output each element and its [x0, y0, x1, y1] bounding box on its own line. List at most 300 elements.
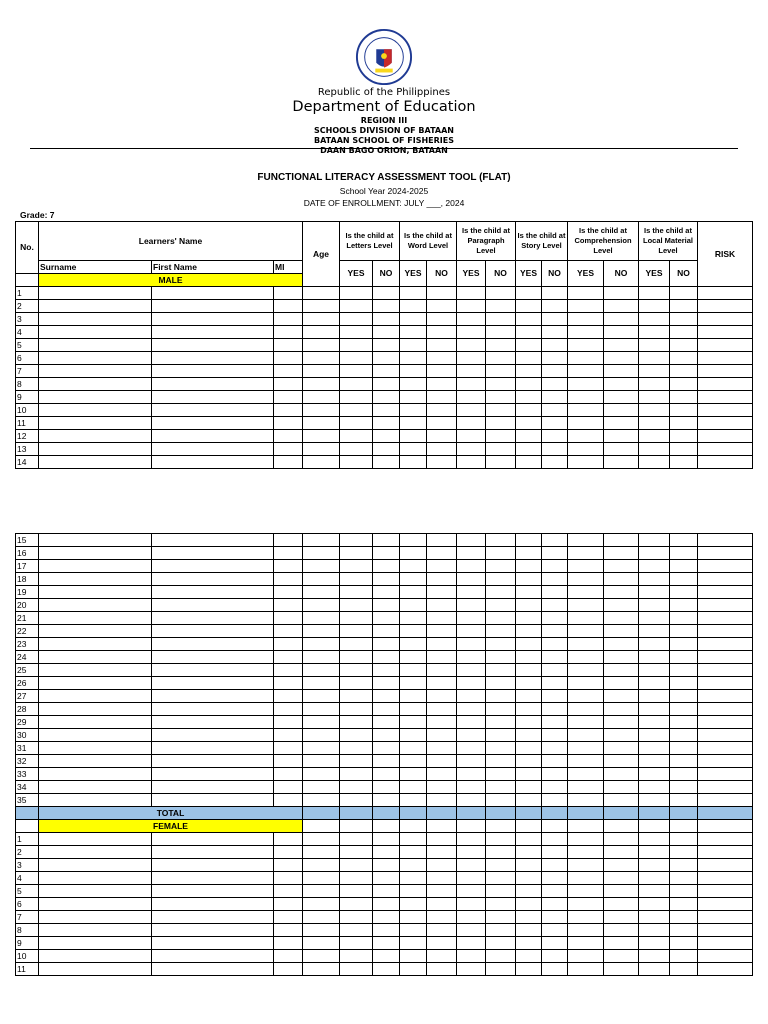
entry-cell[interactable]: [274, 560, 303, 573]
entry-cell[interactable]: [670, 898, 698, 911]
entry-cell[interactable]: [604, 885, 639, 898]
entry-cell[interactable]: [542, 885, 568, 898]
entry-cell[interactable]: [568, 755, 604, 768]
entry-cell[interactable]: [486, 638, 516, 651]
entry-cell[interactable]: [698, 313, 753, 326]
entry-cell[interactable]: [516, 612, 542, 625]
entry-cell[interactable]: [303, 339, 340, 352]
entry-cell[interactable]: [542, 638, 568, 651]
entry-cell[interactable]: [516, 326, 542, 339]
entry-cell[interactable]: [152, 833, 274, 846]
entry-cell[interactable]: [373, 300, 400, 313]
entry-cell[interactable]: [542, 664, 568, 677]
entry-cell[interactable]: [152, 664, 274, 677]
entry-cell[interactable]: [340, 703, 373, 716]
entry-cell[interactable]: [639, 625, 670, 638]
entry-cell[interactable]: [604, 716, 639, 729]
entry-cell[interactable]: [698, 742, 753, 755]
entry-cell[interactable]: [568, 430, 604, 443]
entry-cell[interactable]: [303, 898, 340, 911]
entry-cell[interactable]: [39, 352, 152, 365]
entry-cell[interactable]: [39, 911, 152, 924]
entry-cell[interactable]: [670, 833, 698, 846]
entry-cell[interactable]: [486, 885, 516, 898]
entry-cell[interactable]: [340, 768, 373, 781]
entry-cell[interactable]: [400, 833, 427, 846]
entry-cell[interactable]: [152, 651, 274, 664]
entry-cell[interactable]: [400, 898, 427, 911]
entry-cell[interactable]: [373, 833, 400, 846]
entry-cell[interactable]: [698, 339, 753, 352]
entry-cell[interactable]: [340, 638, 373, 651]
entry-cell[interactable]: [400, 703, 427, 716]
entry-cell[interactable]: [373, 378, 400, 391]
entry-cell[interactable]: [373, 729, 400, 742]
entry-cell[interactable]: [274, 534, 303, 547]
entry-cell[interactable]: [457, 690, 486, 703]
entry-cell[interactable]: [152, 456, 274, 469]
entry-cell[interactable]: [486, 781, 516, 794]
entry-cell[interactable]: [698, 547, 753, 560]
entry-cell[interactable]: [457, 755, 486, 768]
entry-cell[interactable]: [152, 287, 274, 300]
entry-cell[interactable]: [39, 430, 152, 443]
entry-cell[interactable]: [427, 781, 457, 794]
entry-cell[interactable]: [303, 313, 340, 326]
entry-cell[interactable]: [516, 924, 542, 937]
entry-cell[interactable]: [698, 300, 753, 313]
entry-cell[interactable]: [427, 729, 457, 742]
entry-cell[interactable]: [486, 937, 516, 950]
entry-cell[interactable]: [542, 755, 568, 768]
entry-cell[interactable]: [303, 547, 340, 560]
entry-cell[interactable]: [400, 404, 427, 417]
entry-cell[interactable]: [373, 963, 400, 976]
entry-cell[interactable]: [542, 781, 568, 794]
entry-cell[interactable]: [568, 287, 604, 300]
entry-cell[interactable]: [274, 690, 303, 703]
entry-cell[interactable]: [670, 300, 698, 313]
entry-cell[interactable]: [516, 586, 542, 599]
entry-cell[interactable]: [340, 560, 373, 573]
entry-cell[interactable]: [604, 768, 639, 781]
entry-cell[interactable]: [639, 365, 670, 378]
entry-cell[interactable]: [303, 716, 340, 729]
entry-cell[interactable]: [152, 573, 274, 586]
entry-cell[interactable]: [516, 534, 542, 547]
entry-cell[interactable]: [670, 573, 698, 586]
entry-cell[interactable]: [516, 378, 542, 391]
entry-cell[interactable]: [698, 430, 753, 443]
entry-cell[interactable]: [39, 313, 152, 326]
entry-cell[interactable]: [400, 339, 427, 352]
entry-cell[interactable]: [427, 573, 457, 586]
entry-cell[interactable]: [373, 742, 400, 755]
entry-cell[interactable]: [542, 612, 568, 625]
entry-cell[interactable]: [516, 638, 542, 651]
entry-cell[interactable]: [516, 937, 542, 950]
entry-cell[interactable]: [568, 456, 604, 469]
entry-cell[interactable]: [568, 690, 604, 703]
entry-cell[interactable]: [427, 833, 457, 846]
entry-cell[interactable]: [274, 781, 303, 794]
entry-cell[interactable]: [542, 534, 568, 547]
entry-cell[interactable]: [274, 443, 303, 456]
entry-cell[interactable]: [516, 768, 542, 781]
entry-cell[interactable]: [373, 664, 400, 677]
entry-cell[interactable]: [670, 430, 698, 443]
entry-cell[interactable]: [698, 378, 753, 391]
entry-cell[interactable]: [542, 872, 568, 885]
entry-cell[interactable]: [542, 963, 568, 976]
entry-cell[interactable]: [39, 638, 152, 651]
entry-cell[interactable]: [568, 443, 604, 456]
entry-cell[interactable]: [400, 287, 427, 300]
entry-cell[interactable]: [568, 664, 604, 677]
entry-cell[interactable]: [373, 924, 400, 937]
entry-cell[interactable]: [604, 365, 639, 378]
entry-cell[interactable]: [698, 794, 753, 807]
entry-cell[interactable]: [486, 313, 516, 326]
entry-cell[interactable]: [373, 547, 400, 560]
entry-cell[interactable]: [39, 833, 152, 846]
entry-cell[interactable]: [400, 313, 427, 326]
entry-cell[interactable]: [303, 872, 340, 885]
entry-cell[interactable]: [670, 690, 698, 703]
entry-cell[interactable]: [639, 612, 670, 625]
entry-cell[interactable]: [427, 846, 457, 859]
entry-cell[interactable]: [152, 937, 274, 950]
entry-cell[interactable]: [542, 573, 568, 586]
entry-cell[interactable]: [400, 937, 427, 950]
entry-cell[interactable]: [604, 911, 639, 924]
entry-cell[interactable]: [639, 430, 670, 443]
entry-cell[interactable]: [303, 300, 340, 313]
entry-cell[interactable]: [39, 560, 152, 573]
entry-cell[interactable]: [373, 339, 400, 352]
entry-cell[interactable]: [670, 846, 698, 859]
entry-cell[interactable]: [457, 612, 486, 625]
entry-cell[interactable]: [457, 443, 486, 456]
entry-cell[interactable]: [303, 963, 340, 976]
entry-cell[interactable]: [516, 742, 542, 755]
entry-cell[interactable]: [698, 651, 753, 664]
entry-cell[interactable]: [604, 313, 639, 326]
entry-cell[interactable]: [274, 352, 303, 365]
entry-cell[interactable]: [274, 339, 303, 352]
entry-cell[interactable]: [516, 417, 542, 430]
entry-cell[interactable]: [457, 794, 486, 807]
entry-cell[interactable]: [670, 625, 698, 638]
entry-cell[interactable]: [373, 768, 400, 781]
entry-cell[interactable]: [303, 651, 340, 664]
entry-cell[interactable]: [303, 586, 340, 599]
entry-cell[interactable]: [516, 664, 542, 677]
entry-cell[interactable]: [639, 703, 670, 716]
entry-cell[interactable]: [639, 573, 670, 586]
entry-cell[interactable]: [516, 547, 542, 560]
entry-cell[interactable]: [340, 846, 373, 859]
entry-cell[interactable]: [400, 664, 427, 677]
entry-cell[interactable]: [568, 573, 604, 586]
entry-cell[interactable]: [568, 391, 604, 404]
entry-cell[interactable]: [340, 794, 373, 807]
entry-cell[interactable]: [639, 950, 670, 963]
entry-cell[interactable]: [670, 703, 698, 716]
entry-cell[interactable]: [670, 729, 698, 742]
entry-cell[interactable]: [457, 287, 486, 300]
entry-cell[interactable]: [39, 742, 152, 755]
entry-cell[interactable]: [542, 833, 568, 846]
entry-cell[interactable]: [604, 560, 639, 573]
entry-cell[interactable]: [604, 378, 639, 391]
entry-cell[interactable]: [639, 404, 670, 417]
entry-cell[interactable]: [340, 716, 373, 729]
entry-cell[interactable]: [516, 690, 542, 703]
entry-cell[interactable]: [39, 287, 152, 300]
entry-cell[interactable]: [568, 963, 604, 976]
entry-cell[interactable]: [639, 300, 670, 313]
entry-cell[interactable]: [152, 404, 274, 417]
entry-cell[interactable]: [400, 573, 427, 586]
entry-cell[interactable]: [373, 573, 400, 586]
entry-cell[interactable]: [516, 391, 542, 404]
entry-cell[interactable]: [698, 950, 753, 963]
entry-cell[interactable]: [457, 300, 486, 313]
entry-cell[interactable]: [274, 326, 303, 339]
entry-cell[interactable]: [457, 534, 486, 547]
entry-cell[interactable]: [604, 573, 639, 586]
entry-cell[interactable]: [340, 729, 373, 742]
entry-cell[interactable]: [152, 625, 274, 638]
entry-cell[interactable]: [516, 950, 542, 963]
entry-cell[interactable]: [604, 417, 639, 430]
entry-cell[interactable]: [373, 365, 400, 378]
entry-cell[interactable]: [486, 430, 516, 443]
entry-cell[interactable]: [457, 417, 486, 430]
entry-cell[interactable]: [427, 742, 457, 755]
entry-cell[interactable]: [303, 690, 340, 703]
entry-cell[interactable]: [152, 846, 274, 859]
entry-cell[interactable]: [698, 443, 753, 456]
entry-cell[interactable]: [486, 391, 516, 404]
entry-cell[interactable]: [400, 755, 427, 768]
entry-cell[interactable]: [400, 612, 427, 625]
entry-cell[interactable]: [639, 677, 670, 690]
entry-cell[interactable]: [373, 534, 400, 547]
entry-cell[interactable]: [698, 690, 753, 703]
entry-cell[interactable]: [152, 872, 274, 885]
entry-cell[interactable]: [639, 755, 670, 768]
entry-cell[interactable]: [400, 924, 427, 937]
entry-cell[interactable]: [400, 859, 427, 872]
entry-cell[interactable]: [303, 612, 340, 625]
entry-cell[interactable]: [303, 365, 340, 378]
entry-cell[interactable]: [39, 885, 152, 898]
entry-cell[interactable]: [274, 547, 303, 560]
entry-cell[interactable]: [670, 443, 698, 456]
entry-cell[interactable]: [698, 573, 753, 586]
entry-cell[interactable]: [303, 859, 340, 872]
entry-cell[interactable]: [542, 326, 568, 339]
entry-cell[interactable]: [698, 404, 753, 417]
entry-cell[interactable]: [400, 768, 427, 781]
entry-cell[interactable]: [400, 547, 427, 560]
entry-cell[interactable]: [427, 716, 457, 729]
entry-cell[interactable]: [604, 664, 639, 677]
entry-cell[interactable]: [457, 703, 486, 716]
entry-cell[interactable]: [568, 651, 604, 664]
entry-cell[interactable]: [604, 599, 639, 612]
entry-cell[interactable]: [303, 950, 340, 963]
entry-cell[interactable]: [400, 300, 427, 313]
entry-cell[interactable]: [568, 872, 604, 885]
entry-cell[interactable]: [373, 755, 400, 768]
entry-cell[interactable]: [400, 560, 427, 573]
entry-cell[interactable]: [639, 911, 670, 924]
entry-cell[interactable]: [639, 547, 670, 560]
entry-cell[interactable]: [516, 677, 542, 690]
entry-cell[interactable]: [427, 339, 457, 352]
entry-cell[interactable]: [427, 911, 457, 924]
entry-cell[interactable]: [486, 963, 516, 976]
entry-cell[interactable]: [427, 794, 457, 807]
entry-cell[interactable]: [516, 885, 542, 898]
entry-cell[interactable]: [670, 391, 698, 404]
entry-cell[interactable]: [152, 599, 274, 612]
entry-cell[interactable]: [486, 612, 516, 625]
entry-cell[interactable]: [670, 755, 698, 768]
entry-cell[interactable]: [340, 742, 373, 755]
entry-cell[interactable]: [152, 885, 274, 898]
entry-cell[interactable]: [340, 651, 373, 664]
entry-cell[interactable]: [373, 677, 400, 690]
entry-cell[interactable]: [604, 625, 639, 638]
entry-cell[interactable]: [568, 768, 604, 781]
entry-cell[interactable]: [670, 534, 698, 547]
entry-cell[interactable]: [400, 365, 427, 378]
entry-cell[interactable]: [303, 664, 340, 677]
entry-cell[interactable]: [542, 937, 568, 950]
entry-cell[interactable]: [274, 872, 303, 885]
entry-cell[interactable]: [639, 417, 670, 430]
entry-cell[interactable]: [670, 599, 698, 612]
entry-cell[interactable]: [486, 716, 516, 729]
entry-cell[interactable]: [39, 612, 152, 625]
entry-cell[interactable]: [39, 443, 152, 456]
entry-cell[interactable]: [39, 573, 152, 586]
entry-cell[interactable]: [400, 430, 427, 443]
entry-cell[interactable]: [542, 924, 568, 937]
entry-cell[interactable]: [670, 404, 698, 417]
entry-cell[interactable]: [400, 963, 427, 976]
entry-cell[interactable]: [340, 534, 373, 547]
entry-cell[interactable]: [340, 690, 373, 703]
entry-cell[interactable]: [400, 625, 427, 638]
entry-cell[interactable]: [39, 716, 152, 729]
entry-cell[interactable]: [639, 339, 670, 352]
entry-cell[interactable]: [457, 547, 486, 560]
entry-cell[interactable]: [427, 300, 457, 313]
entry-cell[interactable]: [427, 664, 457, 677]
entry-cell[interactable]: [516, 625, 542, 638]
entry-cell[interactable]: [152, 326, 274, 339]
entry-cell[interactable]: [340, 287, 373, 300]
entry-cell[interactable]: [542, 443, 568, 456]
entry-cell[interactable]: [604, 547, 639, 560]
entry-cell[interactable]: [639, 833, 670, 846]
entry-cell[interactable]: [39, 547, 152, 560]
entry-cell[interactable]: [427, 768, 457, 781]
entry-cell[interactable]: [516, 300, 542, 313]
entry-cell[interactable]: [303, 430, 340, 443]
entry-cell[interactable]: [604, 924, 639, 937]
entry-cell[interactable]: [39, 625, 152, 638]
entry-cell[interactable]: [670, 937, 698, 950]
entry-cell[interactable]: [604, 846, 639, 859]
entry-cell[interactable]: [152, 638, 274, 651]
entry-cell[interactable]: [373, 846, 400, 859]
entry-cell[interactable]: [486, 339, 516, 352]
entry-cell[interactable]: [486, 378, 516, 391]
entry-cell[interactable]: [542, 768, 568, 781]
entry-cell[interactable]: [152, 300, 274, 313]
entry-cell[interactable]: [698, 560, 753, 573]
entry-cell[interactable]: [486, 586, 516, 599]
entry-cell[interactable]: [568, 365, 604, 378]
entry-cell[interactable]: [274, 859, 303, 872]
entry-cell[interactable]: [457, 352, 486, 365]
entry-cell[interactable]: [427, 638, 457, 651]
entry-cell[interactable]: [274, 378, 303, 391]
entry-cell[interactable]: [639, 768, 670, 781]
entry-cell[interactable]: [698, 755, 753, 768]
entry-cell[interactable]: [604, 742, 639, 755]
entry-cell[interactable]: [457, 963, 486, 976]
entry-cell[interactable]: [457, 651, 486, 664]
entry-cell[interactable]: [340, 755, 373, 768]
entry-cell[interactable]: [340, 430, 373, 443]
entry-cell[interactable]: [39, 586, 152, 599]
entry-cell[interactable]: [639, 326, 670, 339]
entry-cell[interactable]: [486, 625, 516, 638]
entry-cell[interactable]: [516, 404, 542, 417]
entry-cell[interactable]: [542, 287, 568, 300]
entry-cell[interactable]: [457, 599, 486, 612]
entry-cell[interactable]: [274, 625, 303, 638]
entry-cell[interactable]: [486, 404, 516, 417]
entry-cell[interactable]: [698, 365, 753, 378]
entry-cell[interactable]: [542, 547, 568, 560]
entry-cell[interactable]: [604, 937, 639, 950]
entry-cell[interactable]: [39, 417, 152, 430]
entry-cell[interactable]: [427, 287, 457, 300]
entry-cell[interactable]: [670, 664, 698, 677]
entry-cell[interactable]: [486, 794, 516, 807]
entry-cell[interactable]: [274, 430, 303, 443]
entry-cell[interactable]: [639, 924, 670, 937]
entry-cell[interactable]: [373, 313, 400, 326]
entry-cell[interactable]: [427, 443, 457, 456]
entry-cell[interactable]: [457, 404, 486, 417]
entry-cell[interactable]: [152, 378, 274, 391]
entry-cell[interactable]: [39, 963, 152, 976]
entry-cell[interactable]: [457, 339, 486, 352]
entry-cell[interactable]: [152, 586, 274, 599]
entry-cell[interactable]: [568, 846, 604, 859]
entry-cell[interactable]: [373, 586, 400, 599]
entry-cell[interactable]: [427, 885, 457, 898]
